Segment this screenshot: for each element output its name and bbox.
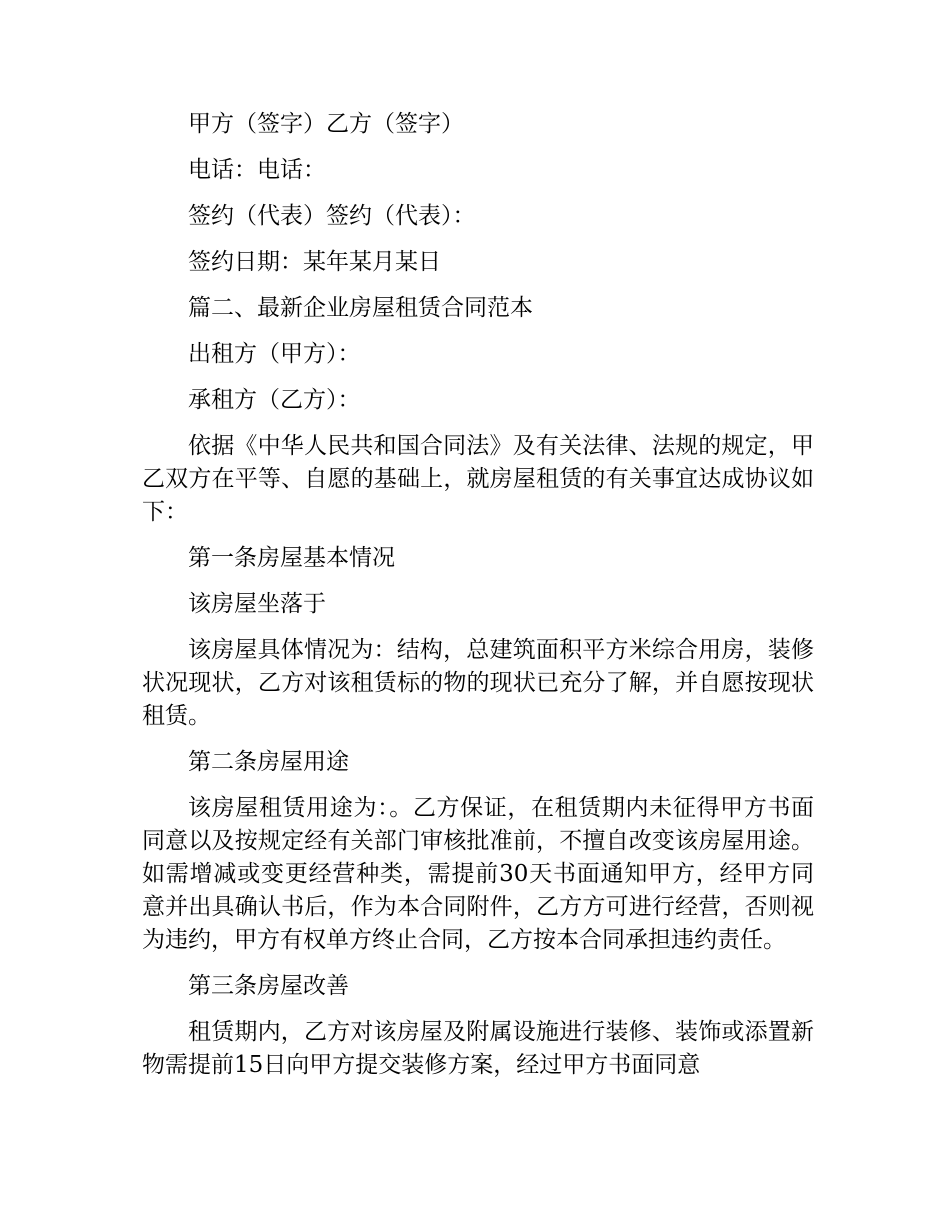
signing-date-line: 签约日期：某年某月某日	[188, 249, 441, 275]
lessor-line: 出租方（甲方）：	[188, 341, 361, 367]
improvement-paragraph: 租赁期内，乙方对该房屋及附属设施进行装修、装饰或添置新物需提前15日向甲方提交装修方案，经过甲方书面同意	[142, 1019, 814, 1078]
article-3-heading: 第三条房屋改善	[188, 973, 349, 999]
representative-line: 签约（代表）签约（代表）：	[188, 203, 476, 229]
section-heading: 篇二、最新企业房屋租赁合同范本	[188, 295, 533, 321]
signature-line: 甲方（签字）乙方（签字）	[188, 111, 464, 137]
article-2-heading: 第二条房屋用途	[188, 749, 349, 775]
lessee-line: 承租方（乙方）：	[188, 387, 361, 413]
property-details-paragraph: 该房屋具体情况为：结构，总建筑面积平方米综合用房，装修状况现状，乙方对该租赁标的物的现状已充分了解，并自愿按现状租赁。	[142, 637, 814, 729]
usage-paragraph: 该房屋租赁用途为：。乙方保证，在租赁期内未征得甲方书面同意以及按规定经有关部门审核批准前，不擅自改变该房屋用途。如需增减或变更经营种类，需提前30天书面通知甲方，经甲方同意并出具确认书后，作为本合同附件，乙方方可进行经营，否则视为违约，甲方有权单方终止合同，乙方按本合同承担违约责任。	[142, 795, 814, 953]
phone-line: 电话：电话：	[188, 157, 326, 183]
document-body	[142, 108, 814, 1095]
article-1-heading: 第一条房屋基本情况	[188, 545, 395, 571]
property-location-line: 该房屋坐落于	[188, 591, 326, 617]
preamble-paragraph: 依据《中华人民共和国合同法》及有关法律、法规的规定，甲乙双方在平等、自愿的基础上，就房屋租赁的有关事宜达成协议如下：	[142, 433, 814, 525]
